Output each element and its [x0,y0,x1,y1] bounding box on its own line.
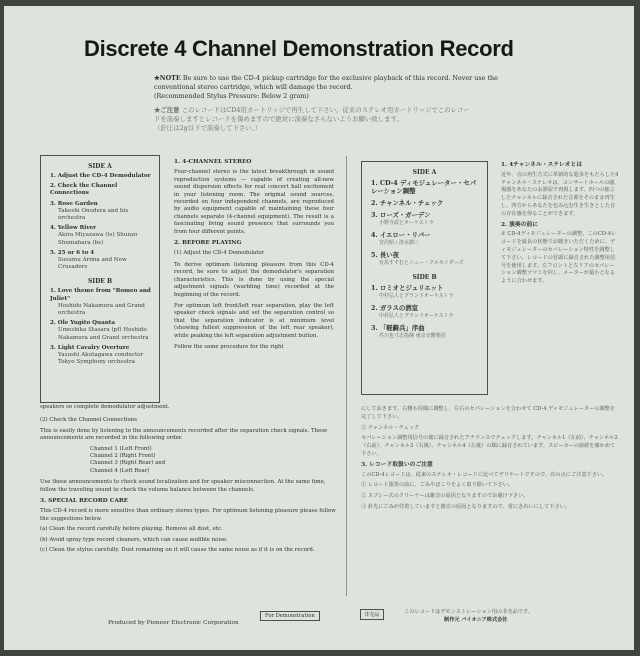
track-a2 [41,183,159,197]
jp-section-2-heading: 2. 演奏の前に [501,221,539,228]
jp-track-b1-title: 1. ロミオとジュリエット [371,284,444,292]
jp-track-a3-artist: 小野寺武とオーケストラ [379,220,434,226]
jp-care-1: ① レコード演奏の前に、ごみやほこりをよく取り除いて下さい。 [361,482,514,489]
track-b1 [41,288,159,317]
jp-side-b-heading: SIDE B [412,274,437,281]
jp-track-a4-title: 4. イエロー・リバー [371,231,431,239]
track-b2 [41,320,159,342]
track-a3 [41,201,159,223]
track-a4 [41,225,159,247]
track-a2-title: 2. Check the Channel Connections [50,183,118,197]
jp-track-b3-title: 3. 「軽騎兵」序曲 [371,324,425,332]
track-a5 [41,250,159,272]
continuation-text: speakers so complete demodulator adjustment. [40,404,170,410]
track-b1-title: 1. Love theme from "Romeo and Juliet" [50,288,151,302]
side-a-heading: SIDE A [88,163,112,170]
jp-track-a3-title: 3. ローズ・ガーデン [371,211,431,219]
jp-care-2: ② スプレー式のクリーナーは雑音の原因となりますのでお避け下さい。 [361,493,529,500]
track-a5-title: 5. 25 or 6 to 4 [50,249,95,256]
jp-track-a4 [362,231,487,247]
note-jp-line-1: このレコードはCD4用カートリッジで再生して下さい。従来のステレオ用カートリッジでこのレコー [181,106,470,114]
section-3-body: This CD-4 record is more sensitive than ordinary stereo types. For optimum listening pleasure please follow the suggestions below. [40,508,336,522]
side-b-heading: SIDE B [87,278,113,286]
maker-name: パイオニア株式会社 [461,617,508,623]
care-b: (b) Avoid spray type record cleaners, which can cause audible noise. [40,536,228,543]
maker-info [404,608,614,624]
jp-wide-body: にしておきます。右側も同様に調整し、左右のセパレーションを合わせて CD-4 ディモジュレーターの調整を完了して下さい。 [361,406,616,420]
channel-2: Channel 2 (Right Front) [90,453,156,460]
japanese-text-column [501,159,619,289]
jp-track-a1 [362,179,487,195]
track-b1-artist: Hoshido Nakamura and Grand orchestra [58,302,145,317]
jp-track-b1-artist: 中村弘人とグランドオーケストラ [379,293,454,299]
jp-track-a4-artist: 宮沢昭 / 清水潤三 [379,240,419,246]
column-divider [346,156,347,596]
track-a3-title: 3. Rose Garden [50,200,98,207]
jp-section-1-heading: 1. 4チャンネル・ステレオとは [501,162,583,168]
note-jp-line-3: （針圧は2g以下で演奏して下さい。） [154,124,262,132]
jp-track-a1-title: 1. CD-4 ディモジュレーター・セパレーション調整 [371,179,477,195]
jp-track-b2 [362,304,487,320]
care-a: (a) Clean the record carefully before playing. Remove all dust, etc. [40,526,223,533]
japanese-lower-text [361,406,619,515]
section-2-body-3: Follow the same procedure for the right [174,343,284,350]
jp-check-heading: ② チャンネル・チェック [361,424,420,431]
channel-1: Channel 1 (Left Front) [90,445,152,452]
care-c: (c) Clean the stylus carefully. Dust remaining on it will cause the same noise as if it is on the record. [40,547,315,554]
check-body: This is easily done by listening to the announcements recorded after the separation check signals. These announcements are recorded in the following order. [40,427,328,442]
track-a4-title: 4. Yellow River [50,225,97,232]
jp-track-b2-artist: 中村弘人とグランドオーケストラ [379,313,454,319]
record-sleeve-back [4,6,634,650]
jp-section-2-body: ① CD-4ディモジュレーターの調整。このCD-4レコードを最良の状態でお聴きいただくために、ディモジュレーターのセパレーション特性を調整して下さい。レコードの冒頭に録音された調整用信号を使用します。左フロントと左リアのセパレーション調整ツマミを回し、メーターが最小となるように合わせます。 [501,231,617,285]
section-3-heading: 3. SPECIAL RECORD CARE [40,498,129,505]
jp-check-body: セパレーション調整用信号の後に録音されたアナウンスでチェックします。チャンネル1（左前）、チャンネル2（右前）、チャンネル3（右後）、チャンネル4（左後）の順に録音されています。スピーカーの接続を確かめて下さい。 [361,435,618,457]
jp-track-b3 [362,324,487,340]
english-lower-text [40,404,340,558]
jp-track-a5 [362,251,487,267]
track-b2-title: 2. Ole Yugito Quanta [50,320,116,327]
jp-track-a3 [362,211,487,227]
tracklist-english [40,155,160,403]
channel-4: Channel 4 (Left Rear) [90,467,150,474]
note-jp-line-2: ドを演奏しますとレコードを傷めますので絶対に演奏なさらないようお願い致します。 [154,115,403,123]
jp-track-a2-title: 2. チャンネル・チェック [371,199,444,207]
track-a1-title: 1. Adjust the CD-4 Demodulator [50,173,151,179]
jp-side-a-heading: SIDE A [412,169,437,176]
demonstration-label: For Demonstration [260,611,320,621]
track-b3-artist: Yasushi Akutagawa conductor Tokyo Symphony orchestra [58,352,144,366]
maker-label: 制作元 [444,617,460,623]
track-b3 [41,345,159,367]
channel-list [40,446,340,476]
track-a1 [41,173,159,180]
jp-care-3: ③ 針先にごみが付着していますと雑音の原因となりますので、常にきれいにして下さい。 [361,503,571,510]
jp-track-a2 [362,199,487,207]
track-a5-artist: Susumu Arima and New Crusaders [58,257,127,271]
section-2-body-2: For optimum left front/left rear separation, play the left speaker check signals and set the separation control so that the separation indicator is at minimum level (showing fullest suppression of the left rear speaker), while peaking the left separation adjustment button. [174,302,334,339]
jp-section-1-body: 近年、音の再生方式に革新的な進歩をもたらした4チャンネル・ステレオは、コンサートホールの臨場感をあなたのお部屋で再現します。四つの独立したチャンネルに録音された音源をそのまま再生し、四方からあなたを包み込む生き生きとした音の存在感を得ることができます。 [501,171,619,217]
track-b3-title: 3. Light Cavalry Overture [50,344,130,351]
jp-section-3-body: このCD-4レコードは、従来のステレオ・レコードに比べてデリケートですので、次の点にご注意下さい。 [361,471,608,478]
note-line-3: (Recommended Stylus Pressure: Below 2 gram) [154,92,309,100]
note-jp-tag: ★ご注意 [154,106,180,114]
track-a4-artist: Akira Miyazawa (ts) Shunzo Shumahara (bs) [58,232,138,246]
producer-credit: Produced by Pioneer Electronic Corporation [108,620,239,626]
not-for-sale-label: 非売品 [360,609,384,620]
track-a3-artist: Takeshi Onodera and his orchestra [58,207,129,222]
maker-note: このレコードはデモンストレーション用の非売品です。 [404,609,533,615]
jp-track-a5-artist: 有馬すすむとニュー・クルセイダーズ [379,260,464,266]
tracklist-japanese [361,161,488,395]
jp-track-a5-title: 5. 長い夜 [371,251,400,259]
english-text-column [174,155,334,355]
section-2-sub: (1) Adjust the CD-4 Demodulator [174,250,265,257]
jp-track-b2-title: 2. ガラスの酒室 [371,304,419,312]
note-line-2: conventional stereo cartridge, which will damage the record. [154,83,353,91]
jp-track-b3-artist: 芥川也寸志指揮 東京交響楽団 [379,333,446,339]
channel-3: Channel 3 (Right Rear) and [90,460,166,467]
section-1-body: Four-channel stereo is the latest breakthrough in sound reproduction systems — capable of creating all-new sound dispersion effects for real concert hall excitement in your listening room. The original sound sources, recorded on four independent channels, are reproduced by audio equipment capable of maintaining these four channels separate (4-channel equipment). The result is a fascinating living sound presence that surrounds you from four different points. [174,169,334,235]
note-line-1: Be sure to use the CD-4 pickup cartridge for the exclusive playback of this record. Never use the [182,74,498,82]
note-tag: ★NOTE [154,74,181,82]
page-title: Discrete 4 Channel Demonstration Record [84,36,514,61]
channel-use-body: Use these announcements to check sound localization and for speaker misconnection. At the same time, follow the traveling sound to check the volume balance between the channels. [40,479,326,493]
check-heading: (2) Check the Channel Connections [40,417,137,424]
section-2-body-1: To derive optimum listening pleasure from this CD-4 record, be sure to adjust the demodulator's separation characteristics. This is done by using the special adjustment signals (warbling tone) recorded at the beginning of the record. [174,261,334,298]
note-japanese [154,106,609,133]
track-b2-artist: Umeshika Stasara (pf) Hoshido Nakamura and Grand orchestra [58,327,149,341]
section-1-heading: 1. 4-CHANNEL STEREO [174,159,252,165]
jp-section-3-heading: 3. レコード取扱いのご注意 [361,461,433,468]
note-english [154,74,609,101]
section-2-heading: 2. BEFORE PLAYING [174,240,242,247]
jp-track-b1 [362,284,487,300]
